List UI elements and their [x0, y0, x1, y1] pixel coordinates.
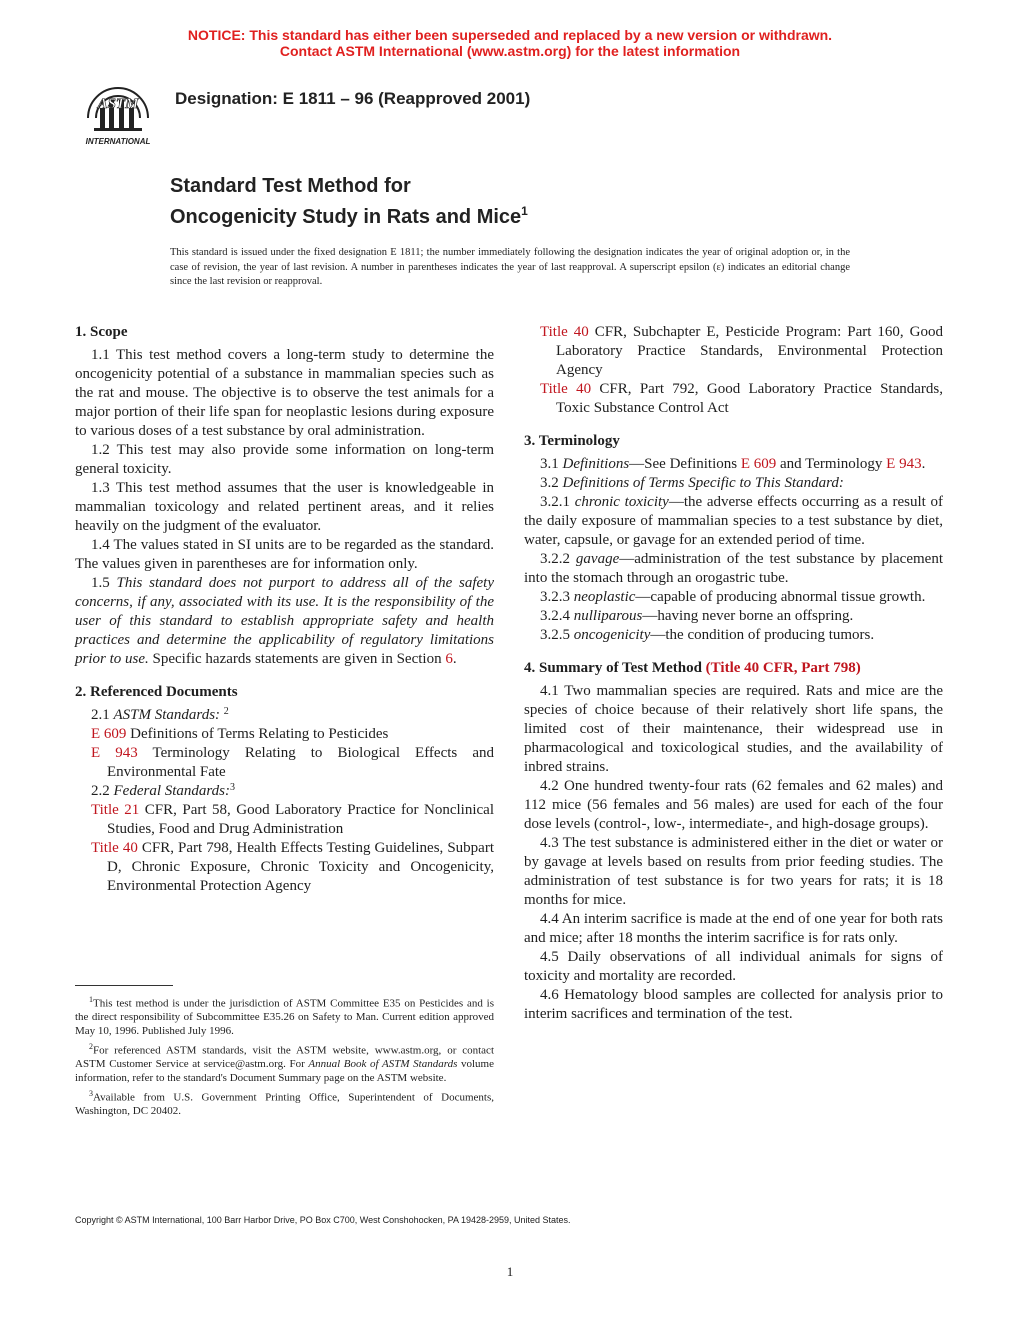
paragraph-2-1 [75, 706, 494, 725]
withdrawal-notice [0, 27, 1020, 59]
d2-text: —administration of the test substance by placement into the stomach through an orogastric tube. [524, 551, 943, 586]
section-scope-heading: 1. Scope [75, 324, 128, 340]
d3-term: neoplastic [573, 589, 636, 605]
footnote-3 [75, 1087, 494, 1119]
d3-number: 3.2.3 [540, 589, 570, 605]
title-line-1: Standard Test Method for [170, 175, 411, 197]
federal-standards-label: Federal Standards: [113, 783, 231, 799]
title21-link[interactable]: Title 21 [91, 802, 140, 818]
footnote-3-marker: 3 [230, 782, 236, 793]
designation: Designation: E 1811 – 96 (Reapproved 2001) [175, 89, 531, 108]
paragraph-3-1 [524, 455, 943, 474]
paragraph-4-1: 4.1 Two mammalian species are required. Rats and mice are the species of choice because of their relatively short life spans, the limited cost of their maintenance, their widespread use in pharmacological and toxicological studies, and the availability of inbred strains. [524, 683, 943, 775]
astm-logo [76, 78, 160, 148]
ref-title40-160 [524, 323, 943, 380]
footnote-2-end: volume information, refer to the standard's Document Summary page on the ASTM website. [75, 1058, 494, 1084]
title40-792-link[interactable]: Title 40 [540, 381, 592, 397]
footnote-1 [75, 993, 494, 1038]
paragraph-3-2 [524, 474, 943, 493]
right-column [524, 323, 943, 1024]
footnote-2-text: For referenced ASTM standards, visit the ASTM website, www.astm.org, or contact ASTM Customer Service at service@astm.org. For [75, 1044, 494, 1071]
section-summary-heading [524, 659, 943, 678]
paragraph-1-5 [75, 574, 494, 669]
d4-term: nulliparous [573, 608, 643, 624]
title40-792-desc: CFR, Part 792, Good Laboratory Practice Standards, Toxic Substance Control Act [556, 381, 943, 416]
d1-number: 3.2.1 [540, 494, 570, 510]
definition-gavage [524, 550, 943, 588]
astm-standards-label: ASTM Standards: [113, 707, 221, 723]
definition-oncogenicity [524, 626, 943, 645]
definition-nulliparous [524, 607, 943, 626]
ref-e943 [75, 744, 494, 782]
footnote-1-text: This test method is under the jurisdiction of ASTM Committee E35 on Pesticides and is the direct responsibility of Subcommittee E35.26 on Safety to Man. Current edition approved May 10, 1996. Published July 1996. [75, 997, 494, 1037]
ref-e609 [75, 725, 494, 744]
p3-1-end: . [921, 456, 926, 472]
notice-line-1: NOTICE: This standard has either been superseded and replaced by a new version or withdrawn. [187, 27, 833, 43]
p3-1-mid: and Terminology [780, 456, 883, 472]
d5-term: oncogenicity [573, 627, 651, 643]
p3-2-label: Definitions of Terms Specific to This Standard: [562, 475, 844, 491]
paragraph-1-3: 1.3 This test method assumes that the user is knowledgeable in mammalian toxicology and related pertinent areas, and it relies heavily on the judgment of the evaluator. [75, 480, 494, 534]
title-main: Oncogenicity Study in Rats and Mice [170, 206, 522, 228]
footnote-3-num: 3 [89, 1089, 93, 1099]
d2-number: 3.2.2 [540, 551, 570, 567]
footnotes [75, 993, 494, 1121]
p3-1-number: 3.1 [540, 456, 559, 472]
paragraph-4-2: 4.2 One hundred twenty-four rats (62 females and 62 males) and 112 mice (56 females and 56 males) are used for each of the four dose levels (control-, low-, intermediate-, and high-dosage groups). [524, 778, 943, 832]
term-e943-link[interactable]: E 943 [886, 456, 922, 472]
copyright: Copyright © ASTM International, 100 Barr Harbor Drive, PO Box C700, West Conshohocken, PA 19428-2959, United States. [75, 1215, 571, 1225]
left-column [75, 323, 494, 896]
title21-desc: CFR, Part 58, Good Laboratory Practice for Nonclinical Studies, Food and Drug Administration [107, 802, 495, 837]
summary-heading-text: 4. Summary of Test Method [524, 660, 702, 676]
p1-5-end: . [452, 651, 457, 667]
d2-term: gavage [575, 551, 620, 567]
paragraph-4-4: 4.4 An interim sacrifice is made at the end of one year for both rats and mice; after 18 months the interim sacrifice is for rats only. [524, 911, 943, 946]
footnote-2-num: 2 [89, 1042, 93, 1052]
p3-1-label: Definitions [562, 456, 630, 472]
notice-line-2: Contact ASTM International (www.astm.org) for the latest information [279, 43, 741, 59]
footnote-3-text: Available from U.S. Government Printing Office, Superintendent of Documents, Washington, DC 20402. [75, 1091, 494, 1118]
d5-text: —the condition of producing tumors. [650, 627, 875, 643]
paragraph-1-1: 1.1 This test method covers a long-term study to determine the oncogenicity potential of a substance in mammalian species such as the rat and mouse. The objective is to observe the test animals for a major portion of their life span for neoplastic lesions during exposure to various doses of a test substance by oral administration. [75, 347, 494, 439]
definition-chronic-toxicity [524, 493, 943, 550]
p2-2-number: 2.2 [91, 783, 110, 799]
ref-title40-792 [524, 380, 943, 418]
p2-1-number: 2.1 [91, 707, 110, 723]
footnote-2 [75, 1040, 494, 1085]
p3-1-text: —See Definitions [629, 456, 738, 472]
title40-160-link[interactable]: Title 40 [540, 324, 589, 340]
section-refdocs-heading: 2. Referenced Documents [75, 684, 238, 700]
document-title [170, 174, 528, 230]
summary-title40-link[interactable]: (Title 40 CFR, Part 798) [705, 660, 861, 676]
paragraph-1-4: 1.4 The values stated in SI units are to be regarded as the standard. The values given in parentheses are for information only. [75, 537, 494, 572]
p3-2-number: 3.2 [540, 475, 559, 491]
p1-5-caveat: This standard does not purport to address all of the safety concerns, if any, associated with its use. It is the responsibility of the user of this standard to establish appropriate safety and health practices and determine the applicability of regulatory limitations prior to use. [75, 575, 495, 667]
e609-link[interactable]: E 609 [91, 726, 127, 742]
p1-5-hazards: Specific hazards statements are given in Section [152, 651, 442, 667]
term-e609-link[interactable]: E 609 [740, 456, 777, 472]
footnote-1-num: 1 [89, 995, 93, 1004]
title-footnote-marker: 1 [521, 204, 528, 218]
paragraph-4-3: 4.3 The test substance is administered either in the diet or water or by gavage at levels based on results from prior feeding studies. The administration of test substance is for two years for rats; it is 18 months for mice. [524, 835, 943, 908]
paragraph-1-2: 1.2 This test may also provide some information on long-term general toxicity. [75, 442, 494, 477]
d4-number: 3.2.4 [540, 608, 570, 624]
d1-term: chronic toxicity [574, 494, 669, 510]
paragraph-2-2 [75, 782, 494, 801]
ref-title21 [75, 801, 494, 839]
logo-text: ASTM [97, 96, 139, 112]
footnote-2-italic: Annual Book of ASTM Standards [308, 1058, 458, 1071]
section-terminology-heading: 3. Terminology [524, 433, 620, 449]
e943-title: Terminology Relating to Biological Effects and Environmental Fate [107, 745, 494, 780]
d4-text: —having never borne an offspring. [642, 608, 854, 624]
title40-160-desc: CFR, Subchapter E, Pesticide Program: Part 160, Good Laboratory Practice Standards, Environmental Protection Agency [556, 324, 944, 378]
d5-number: 3.2.5 [540, 627, 570, 643]
definition-neoplastic [524, 588, 943, 607]
title40-798-link[interactable]: Title 40 [91, 840, 138, 856]
d1-text: —the adverse effects occurring as a result of the daily exposure of mammalian species to a test substance by diet, water, capsule, or gavage for an extended period of time. [524, 494, 943, 548]
issuance-statement: This standard is issued under the fixed designation E 1811; the number immediately following the designation indicates the year of original adoption or, in the case of revision, the year of last revision. A number in parentheses indicates the year of last reapproval. A superscript epsilon (ε) indicates an editorial change since the last revision or reapproval. [170, 247, 850, 287]
footnote-rule [75, 985, 173, 986]
p1-5-number: 1.5 [91, 575, 110, 591]
paragraph-4-5: 4.5 Daily observations of all individual animals for signs of toxicity and mortality are recorded. [524, 949, 943, 984]
title40-798-desc: CFR, Part 798, Health Effects Testing Guidelines, Subpart D, Chronic Exposure, Chronic Toxicity and Oncogenicity, Environmental Protection Agency [107, 840, 494, 894]
e609-title: Definitions of Terms Relating to Pesticides [130, 726, 389, 742]
title-line-2 [170, 199, 528, 230]
logo-subtext: INTERNATIONAL [85, 137, 151, 146]
section-6-link[interactable]: 6 [445, 651, 453, 667]
d3-text: —capable of producing abnormal tissue growth. [635, 589, 926, 605]
astm-logo-icon [76, 78, 160, 148]
page-number: 1 [506, 1264, 514, 1279]
paragraph-4-6: 4.6 Hematology blood samples are collected for analysis prior to interim sacrifices and termination of the test. [524, 987, 943, 1022]
e943-link[interactable]: E 943 [91, 745, 138, 761]
footnote-2-marker: 2 [223, 706, 229, 717]
ref-title40-798 [75, 839, 494, 896]
